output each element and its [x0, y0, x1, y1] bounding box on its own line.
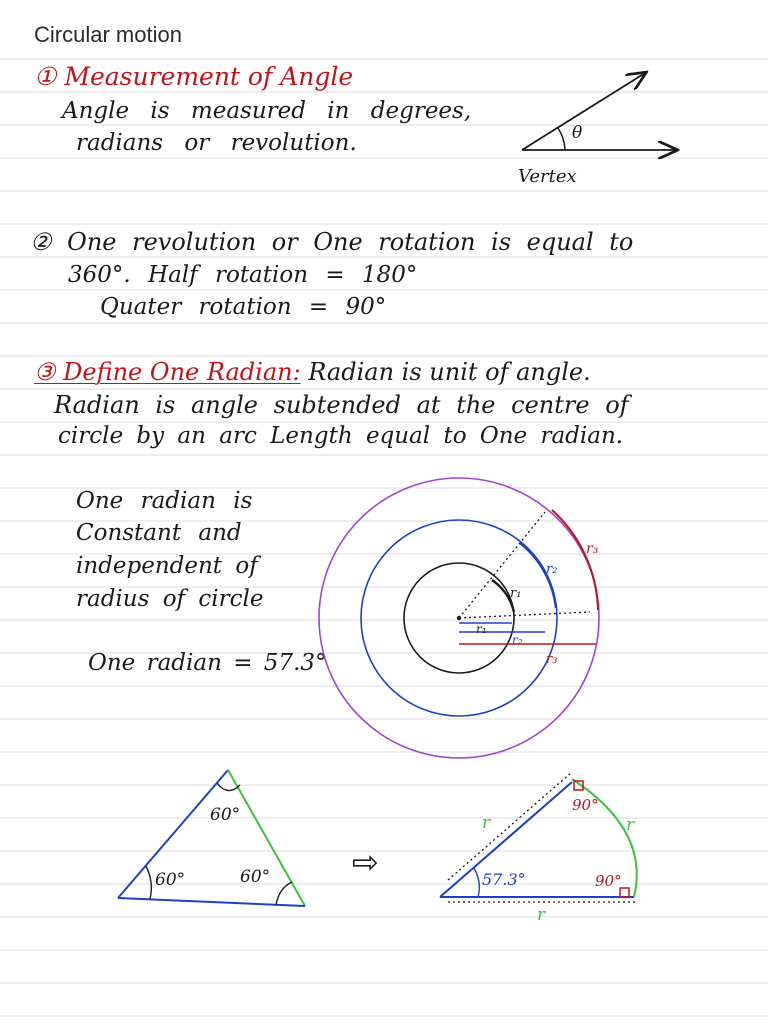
angle-label-left: 60°: [155, 870, 186, 890]
r-label-arc: r: [626, 815, 635, 835]
angle-arc: [558, 128, 565, 150]
page-title: Circular motion: [34, 22, 182, 47]
one-radian-value: One radian = 57.3°: [88, 650, 327, 676]
right-angle-label-bottom: 90°: [595, 872, 622, 890]
radius-ray-horizontal-dotted: [459, 612, 590, 618]
concentric-circles-diagram: [319, 478, 599, 758]
section2-line1: ② One revolution or One rotation is equal to: [30, 228, 634, 256]
section2-line2: 360°. Half rotation = 180°: [68, 262, 418, 288]
radian-note-line2: Constant and: [76, 520, 242, 546]
r-label-base: r: [537, 905, 546, 925]
right-angle-label-top: 90°: [572, 796, 599, 814]
section3-line1-rest: Radian is unit of angle.: [300, 358, 591, 386]
radian-sector-diagram: [440, 772, 637, 925]
r-label-upper: r: [482, 813, 491, 833]
angle-label-top: 60°: [210, 805, 241, 825]
section3-line3: circle by an arc Length equal to One radian.: [58, 423, 624, 449]
section1-line1: Angle is measured in degrees,: [62, 98, 472, 124]
angle-diagram: [518, 73, 676, 187]
sector-chord-dotted: [448, 772, 572, 880]
label-r3-radius: r₃: [546, 652, 558, 667]
sector-angle-label: 57.3°: [482, 870, 526, 889]
radian-note-line3: independent of: [76, 553, 258, 579]
section1-line2: radians or revolution.: [76, 130, 357, 156]
angle-arc-right: [276, 882, 292, 905]
arc-r3: [552, 510, 598, 610]
section3-heading: ③ Define One Radian:: [34, 358, 301, 386]
section3-line2: Radian is angle subtended at the centre of: [54, 391, 629, 419]
theta-label: θ: [572, 123, 583, 143]
label-r2-arc: r₂: [546, 562, 558, 577]
vertex-label: Vertex: [518, 166, 577, 187]
radian-note-line4: radius of circle: [76, 586, 264, 612]
section1-heading: ① Measurement of Angle: [34, 62, 354, 91]
sector-angle-arc: [474, 868, 479, 897]
angle-arc-left: [146, 866, 151, 899]
equilateral-triangle-diagram: [118, 770, 305, 906]
label-r1-arc: r₁: [510, 586, 522, 601]
transform-arrow: ⇨: [352, 843, 379, 881]
angle-label-right: 60°: [240, 867, 271, 887]
label-r3-arc: r₃: [586, 541, 599, 557]
label-r2-radius: r₂: [512, 633, 523, 647]
section2-line3: Quater rotation = 90°: [100, 294, 387, 320]
label-r1-radius: r₁: [476, 622, 487, 636]
angle-ray-upper: [522, 73, 645, 150]
radian-note-line1: One radian is: [76, 488, 253, 514]
